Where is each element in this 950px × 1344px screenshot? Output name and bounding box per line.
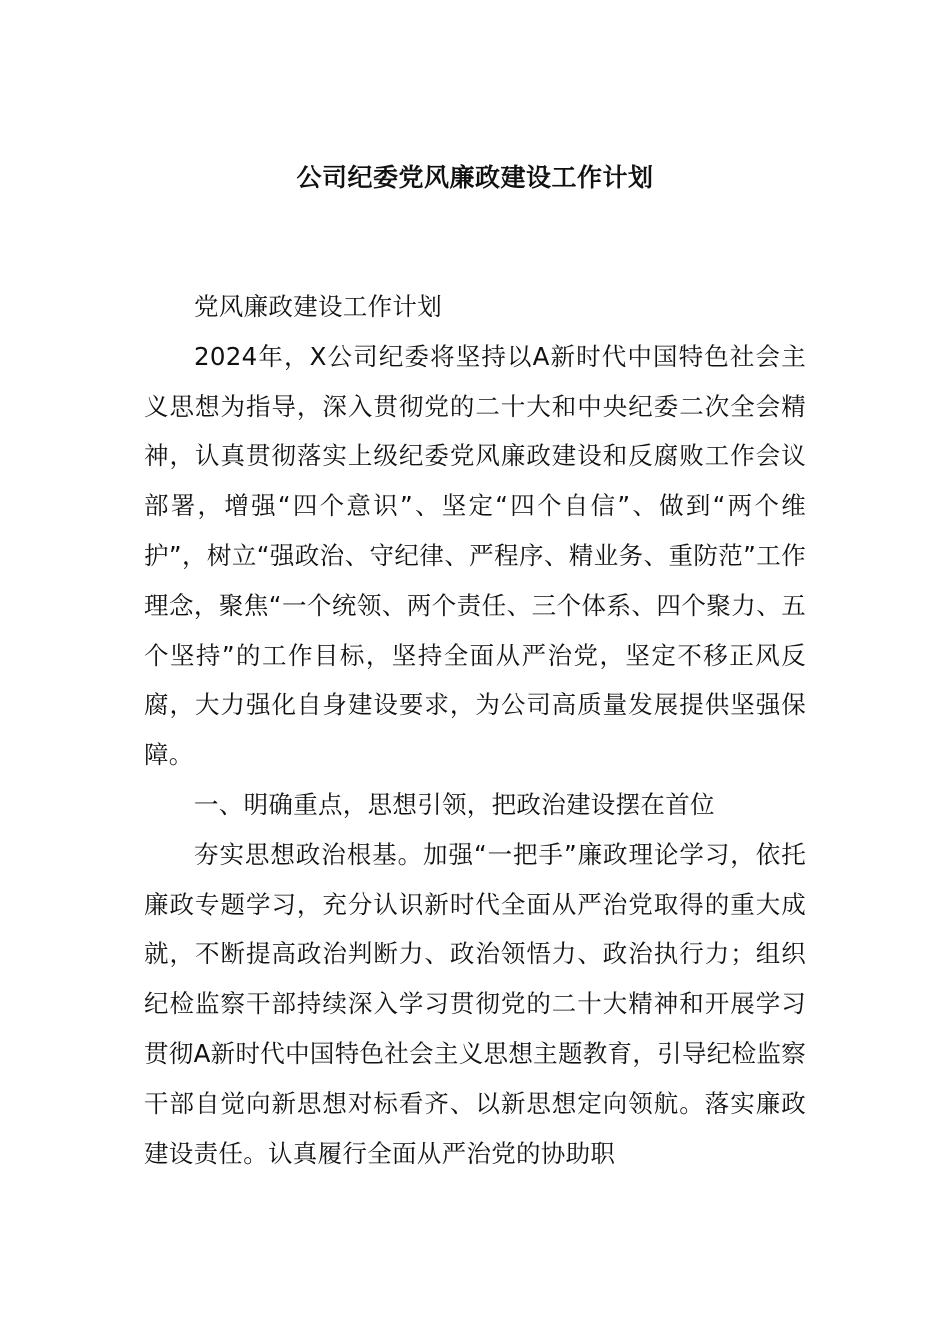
document-body: [144, 282, 806, 1178]
paragraph-intro: 2024年，X公司纪委将坚持以A新时代中国特色社会主义思想为指导，深入贯彻党的二十大和中央纪委二次全会精神，认真贯彻落实上级纪委党风廉政建设和反腐败工作会议部署，增强“四个意识”、坚定“四个自信”、做到“两个维护”，树立“强政治、守纪律、严程序、精业务、重防范”工作理念，聚焦“一个统领、两个责任、三个体系、四个聚力、五个坚持”的工作目标，坚持全面从严治党，坚定不移正风反腐，大力强化自身建设要求，为公司高质量发展提供坚强保障。: [144, 341, 806, 770]
document-title: 公司纪委党风廉政建设工作计划: [296, 163, 654, 192]
paragraph-section-heading: 一、明确重点，思想引领，把政治建设摆在首位: [194, 789, 715, 819]
paragraph-subtitle: 党风廉政建设工作计划: [194, 292, 442, 321]
paragraph-section-body: 夯实思想政治根基。加强“一把手”廉政理论学习，依托廉政专题学习，充分认识新时代全面从严治党取得的重大成就，不断提高政治判断力、政治领悟力、政治执行力；组织纪检监察干部持续深入学习贯彻党的二十大精神和开展学习贯彻A新时代中国特色社会主义思想主题教育，引导纪检监察干部自觉向新思想对标看齐、以新思想定向领航。落实廉政建设责任。认真履行全面从严治党的协助职: [144, 839, 806, 1168]
